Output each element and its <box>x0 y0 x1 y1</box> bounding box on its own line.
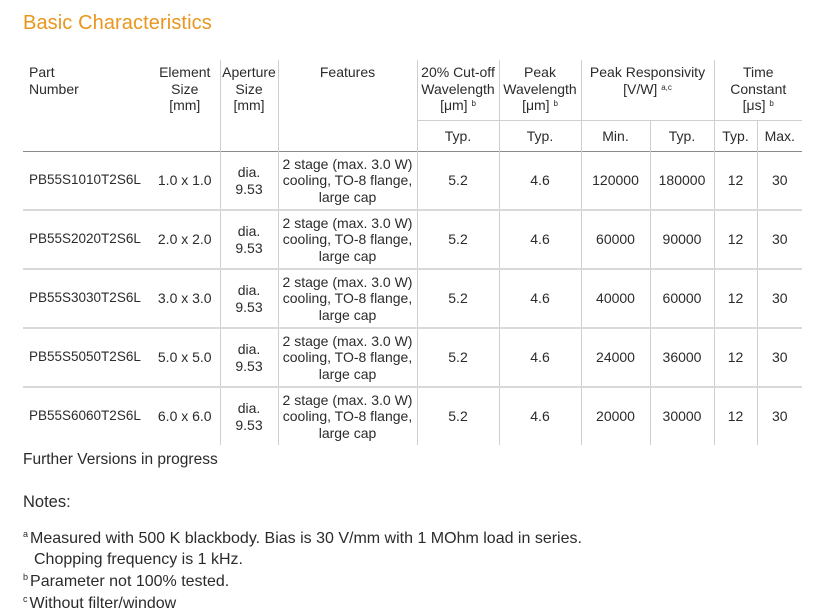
header-time-constant: Time Constant [μs] $^b$ <box>714 60 802 121</box>
header-peak-wavelength: Peak Wavelength [μm] $^b$ <box>499 60 581 121</box>
subheader-resp-min: Min. <box>581 121 650 152</box>
note-c <box>23 589 176 614</box>
table-row <box>23 387 802 445</box>
cutoff-cell: 5.2 <box>417 152 499 211</box>
table-row <box>23 152 802 211</box>
part-number-cell: PB55S2020T2S6L <box>23 210 150 269</box>
features-cell: 2 stage (max. 3.0 W) cooling, TO-8 flange, large cap <box>278 152 417 211</box>
resp-min-cell: 120000 <box>581 152 650 211</box>
cutoff-cell: 5.2 <box>417 328 499 387</box>
part-number-cell: PB55S5050T2S6L <box>23 328 150 387</box>
table-row <box>23 269 802 328</box>
tc-typ-cell: 12 <box>714 152 757 211</box>
resp-typ-cell: 180000 <box>650 152 714 211</box>
tc-typ-cell: 12 <box>714 210 757 269</box>
header-peak-responsivity: Peak Responsivity [V/W] $^{a,c}$ <box>581 60 714 121</box>
tc-typ-cell: 12 <box>714 269 757 328</box>
note-mark: b <box>23 572 29 582</box>
resp-min-cell: 20000 <box>581 387 650 445</box>
note-mark: c <box>23 594 28 604</box>
peak-wavelength-cell: 4.6 <box>499 269 581 328</box>
note-text: Parameter not 100% tested. <box>30 573 230 590</box>
subheader-resp-typ: Typ. <box>650 121 714 152</box>
features-cell: 2 stage (max. 3.0 W) cooling, TO-8 flange, large cap <box>278 387 417 445</box>
note-mark: a <box>23 529 29 539</box>
table-row <box>23 210 802 269</box>
tc-typ-cell: 12 <box>714 387 757 445</box>
features-cell: 2 stage (max. 3.0 W) cooling, TO-8 flange, large cap <box>278 269 417 328</box>
peak-wavelength-cell: 4.6 <box>499 210 581 269</box>
further-versions-text: Further Versions in progress <box>23 451 218 468</box>
aperture-cell: dia. 9.53 <box>220 210 278 269</box>
resp-min-cell: 40000 <box>581 269 650 328</box>
peak-wavelength-cell: 4.6 <box>499 328 581 387</box>
note-text: Chopping frequency is 1 kHz. <box>34 551 243 568</box>
subheader-tc-max: Max. <box>757 121 802 152</box>
part-number-cell: PB55S6060T2S6L <box>23 387 150 445</box>
tc-max-cell: 30 <box>757 152 802 211</box>
resp-typ-cell: 90000 <box>650 210 714 269</box>
peak-wavelength-cell: 4.6 <box>499 152 581 211</box>
cutoff-cell: 5.2 <box>417 387 499 445</box>
header-features: Features <box>278 60 417 152</box>
resp-typ-cell: 30000 <box>650 387 714 445</box>
cutoff-cell: 5.2 <box>417 269 499 328</box>
header-row <box>23 60 802 121</box>
resp-typ-cell: 60000 <box>650 269 714 328</box>
cutoff-cell: 5.2 <box>417 210 499 269</box>
header-aperture-size: Aperture Size [mm] <box>220 60 278 152</box>
characteristics-table <box>23 60 802 445</box>
element-size-cell: 2.0 x 2.0 <box>150 210 220 269</box>
notes-heading: Notes: <box>23 493 71 511</box>
resp-min-cell: 60000 <box>581 210 650 269</box>
aperture-cell: dia. 9.53 <box>220 387 278 445</box>
note-text: Measured with 500 K blackbody. Bias is 30 V/mm with 1 MOhm load in series. <box>30 530 582 547</box>
header-cutoff-wavelength: 20% Cut-off Wavelength [μm] $^b$ <box>417 60 499 121</box>
tc-max-cell: 30 <box>757 328 802 387</box>
tc-max-cell: 30 <box>757 387 802 445</box>
element-size-cell: 3.0 x 3.0 <box>150 269 220 328</box>
resp-typ-cell: 36000 <box>650 328 714 387</box>
table-row <box>23 328 802 387</box>
subheader-peak-typ: Typ. <box>499 121 581 152</box>
resp-min-cell: 24000 <box>581 328 650 387</box>
peak-wavelength-cell: 4.6 <box>499 387 581 445</box>
tc-max-cell: 30 <box>757 269 802 328</box>
note-a <box>23 524 582 570</box>
subheader-tc-typ: Typ. <box>714 121 757 152</box>
element-size-cell: 1.0 x 1.0 <box>157 172 212 189</box>
features-cell: 2 stage (max. 3.0 W) cooling, TO-8 flange, large cap <box>278 210 417 269</box>
element-size-cell: 5.0 x 5.0 <box>150 328 220 387</box>
element-size-cell: 6.0 x 6.0 <box>150 387 220 445</box>
tc-max-cell: 30 <box>757 210 802 269</box>
features-cell: 2 stage (max. 3.0 W) cooling, TO-8 flange, large cap <box>278 328 417 387</box>
tc-typ-cell: 12 <box>714 328 757 387</box>
aperture-cell: dia. 9.53 <box>220 269 278 328</box>
header-element-size: Element Size [mm] <box>159 64 211 113</box>
page-title: Basic Characteristics <box>23 12 212 34</box>
header-part-number: Part Number <box>29 64 79 97</box>
part-number-cell: PB55S3030T2S6L <box>23 269 150 328</box>
note-text: Without filter/window <box>29 595 177 612</box>
aperture-cell: dia. 9.53 <box>220 328 278 387</box>
subheader-cutoff-typ: Typ. <box>417 121 499 152</box>
part-number-cell: PB55S1010T2S6L <box>29 172 141 188</box>
aperture-cell: dia. 9.53 <box>220 152 278 211</box>
